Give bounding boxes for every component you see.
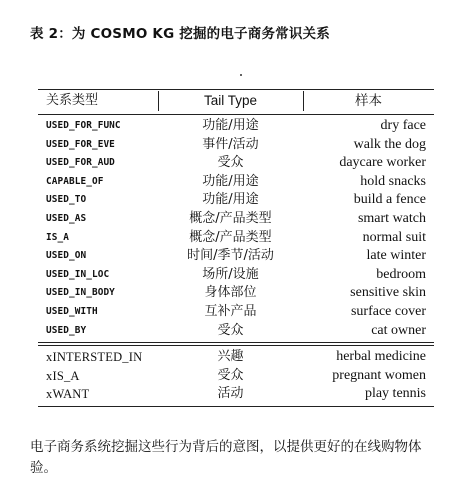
header-sample: 样本 [355,93,382,109]
table-row [38,247,434,266]
relation-cell: IS_A [46,231,69,243]
tail-type-cell: 功能/用途 [202,173,259,189]
tail-type-cell: 受众 [217,155,244,171]
table-row [38,266,434,285]
section-rule-upper [38,342,434,343]
tail-type-cell: 功能/用途 [202,118,259,133]
tail-type-cell: 概念/产品类型 [189,229,272,245]
tail-type-cell: 时间/季节/活动 [187,248,274,264]
relation-cell: USED_ON [46,250,87,262]
table-row [38,367,434,386]
sample-cell: hold snacks [360,173,426,189]
relation-cell: USED_FOR_EVE [46,138,115,150]
stray-dot [240,74,242,76]
sample-cell: cat owner [371,322,426,338]
table-row [38,284,434,303]
sample-cell: surface cover [350,304,426,319]
relation-cell: xWANT [46,387,90,402]
relation-cell: CAPABLE_OF [46,175,104,187]
header-rule [38,114,434,115]
table-row [38,136,434,155]
sample-cell: play tennis [364,386,426,402]
relation-cell: USED_WITH [46,306,98,317]
table-row [38,117,434,136]
header-divider-1 [158,91,159,111]
header-tail-type: Tail Type [203,93,258,108]
table-row [38,191,434,210]
table-row [38,210,434,229]
sample-cell: daycare worker [339,155,426,171]
tail-type-cell: 活动 [217,386,244,402]
relation-cell: USED_IN_LOC [46,268,110,280]
relation-cell: USED_FOR_FUNC [46,120,121,131]
sample-cell: sensitive skin [350,285,426,301]
tail-type-cell: 受众 [217,322,244,338]
section-rule-lower [38,345,434,346]
table-row [38,173,434,192]
relation-cell: xIS_A [46,368,80,383]
sample-cell: smart watch [357,211,426,226]
relation-cell: xINTERSTED_IN [46,350,143,364]
table-row [38,303,434,322]
tail-type-cell: 事件/活动 [202,136,259,152]
relation-cell: USED_IN_BODY [46,287,115,299]
sample-cell: build a fence [353,192,426,208]
table-row [38,154,434,173]
table-bottom-rule [38,406,434,407]
tail-type-cell: 互补产品 [204,304,257,319]
sample-cell: walk the dog [353,136,426,152]
tail-type-cell: 身体部位 [204,285,257,301]
sample-cell: late winter [366,248,426,264]
table-row [38,348,434,367]
sample-cell: pregnant women [332,367,426,383]
table-row [38,322,434,341]
header-divider-2 [303,91,304,111]
table-row [38,385,434,404]
tail-type-cell: 概念/产品类型 [189,211,272,226]
relation-cell: USED_AS [46,213,87,224]
tail-type-cell: 功能/用途 [202,192,259,208]
header-relation-type: 关系类型 [46,93,99,108]
tail-type-cell: 场所/设施 [202,266,259,282]
table-row [38,229,434,248]
sample-cell: normal suit [362,229,426,245]
body-paragraph: 电子商务系统挖掘这些行为背后的意图，以提供更好的在线购物体验。 [30,439,422,476]
sample-cell: bedroom [376,266,426,282]
relation-cell: USED_BY [46,324,87,336]
relation-cell: USED_TO [46,194,87,206]
sample-cell: herbal medicine [336,349,426,364]
sample-cell: dry face [380,118,426,133]
table-caption: 表 2：为 COSMO KG 挖掘的电子商务常识关系 [30,26,330,42]
relation-cell: USED_FOR_AUD [46,157,115,169]
tail-type-cell: 受众 [217,367,244,383]
tail-type-cell: 兴趣 [217,349,244,364]
